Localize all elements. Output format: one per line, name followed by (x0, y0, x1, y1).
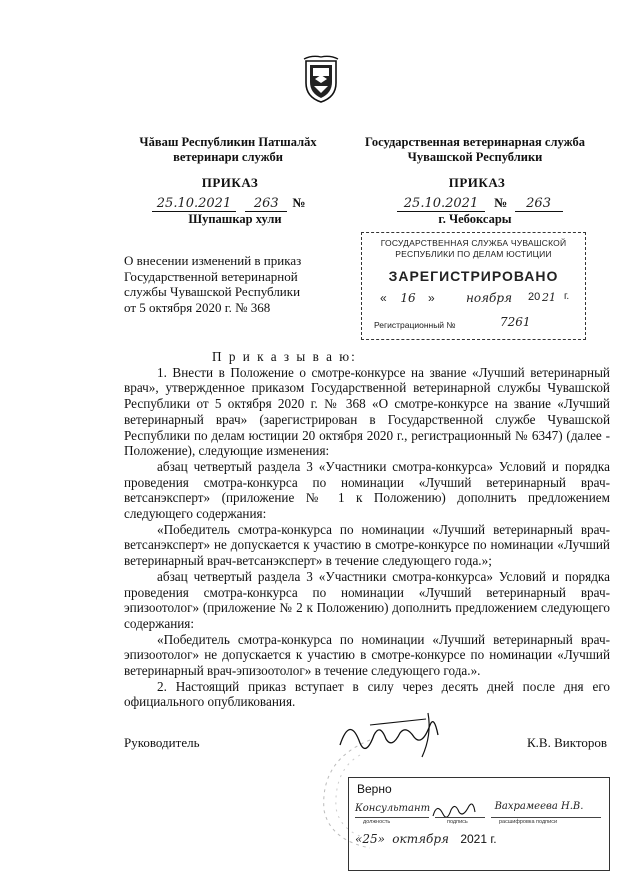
right-org-line1: Государственная ветеринарная служба (365, 135, 585, 149)
left-date: 25.10.2021 (152, 196, 236, 212)
subject-line1: О внесении изменений в приказ (124, 253, 302, 268)
document-subject (124, 253, 334, 315)
subject-line2: Государственной ветеринарной (124, 268, 298, 284)
right-doc-type: ПРИКАЗ (448, 175, 506, 190)
signature-icon (330, 705, 450, 765)
paragraph-1: 1. Внести в Положение о смотре-конкурсе на звание «Лучший ветеринарный врач», утвержденное приказом Государственной ветеринарной службы Чувашской Республики от 5 октября 2020 г. № 368 «О смотре-конкурсе на звание «Лучший ветеринарный врач» (зарегистрирован в Государственной службе Чувашской Республики по делам юстиции 20 октября 2020 г., регистрационный № 6347) (далее - Положение), следующие изменения: (124, 364, 610, 459)
right-number: 263 (515, 196, 563, 212)
stamp-month: ноября (465, 291, 513, 305)
signer-role: Руководитель (124, 735, 200, 750)
caption-position: должность (363, 819, 391, 825)
signature-underline (435, 817, 485, 818)
right-place: г. Чебоксары (438, 212, 512, 226)
subject-line4: от 5 октября 2020 г. № 368 (124, 299, 271, 315)
left-date-row (152, 195, 322, 211)
left-org-line2: ветеринари служби (173, 150, 283, 164)
left-org-line1: Чăваш Республикин Патшалăх (139, 135, 317, 149)
certification-box (348, 777, 610, 871)
paragraph-3: «Победитель смотра-конкурса по номинации «Лучший ветеринарный врач-ветсанэксперт» не допускается к участию в смотре-конкурсе по номинации «Лучший ветеринарный врач-ветсанэксперт» в течение следующего года.»; (124, 521, 610, 569)
certification-title: Верно (357, 782, 392, 796)
certification-date (355, 832, 595, 846)
stamp-org-line2: РЕСПУБЛИКИ ПО ДЕЛАМ ЮСТИЦИИ (395, 249, 552, 259)
right-number-sign: № (494, 195, 508, 210)
left-org-header (128, 135, 328, 165)
chuvash-emblem-icon (302, 55, 340, 103)
left-number: 263 (245, 196, 287, 212)
stamp-org-line1: ГОСУДАРСТВЕННАЯ СЛУЖБА ЧУВАШСКОЙ (380, 238, 567, 248)
left-place: Шупашкар хули (188, 212, 282, 226)
stamp-year-suffix: 21 (542, 291, 556, 304)
certification-date-month: октября (392, 832, 449, 846)
subject-line3: службы Чувашской Республики (124, 284, 301, 299)
paragraph-2: абзац четвертый раздела 3 «Участники смотра-конкурса» Условий и порядка проведения смотра-конкурса по номинации «Лучший ветеринарный врач-ветсанэксперт» (приложение № 1 к Положению) дополнить предложением следующего содержания: (124, 458, 610, 522)
certification-fio: Вахрамеева Н.В. (494, 801, 584, 812)
order-body (124, 349, 610, 710)
caption-signature: подпись (447, 819, 468, 825)
paragraph-5: «Победитель смотра-конкурса по номинации «Лучший ветеринарный врач-эпизоотолог» не допускается к участию в смотре-конкурсе по номинации «Лучший ветеринарный врач-эпизоотолог» в течение следующего года.». (124, 631, 610, 679)
fio-underline (491, 817, 601, 818)
position-underline (355, 817, 429, 818)
stamp-status: ЗАРЕГИСТРИРОВАНО (388, 268, 559, 284)
left-number-sign: № (292, 195, 306, 210)
certification-position: Консультант (355, 803, 431, 814)
signer-name: К.В. Викторов (527, 735, 608, 750)
right-date-row (397, 195, 572, 211)
paragraph-4: абзац четвертый раздела 3 «Участники смотра-конкурса» Условий и порядка проведения смотра-конкурса по номинации «Лучший ветеринарный врач-эпизоотолог» (приложение № 2 к Положению) дополнить предложением следующего содержания: (124, 568, 610, 631)
stamp-day: 16 (400, 291, 416, 305)
stamp-year-letter: г. (564, 291, 570, 302)
stamp-reg-number: 7261 (500, 315, 531, 329)
certification-date-year: 2021 г. (460, 832, 497, 846)
caption-fio: расшифровка подписи (499, 819, 558, 825)
certification-date-day: «25» (355, 832, 385, 846)
stamp-reg-label: Регистрационный № (374, 320, 456, 330)
stamp-year-prefix: 20 (528, 291, 541, 303)
right-org-line2: Чувашской Республики (407, 150, 543, 164)
paragraph-6: 2. Настоящий приказ вступает в силу через десять дней после дня его официального опубликования. (124, 678, 610, 710)
right-org-header (360, 135, 590, 165)
right-date: 25.10.2021 (397, 196, 485, 212)
registration-stamp: ГОСУДАРСТВЕННАЯ СЛУЖБА ЧУВАШСКОЙ РЕСПУБЛИКИ ПО ДЕЛАМ ЮСТИЦИИ ЗАРЕГИСТРИРОВАНО « 16 » ноября 20 21 г. Регистрационный № 7261 (361, 232, 586, 340)
left-doc-type: ПРИКАЗ (201, 175, 259, 190)
stamp-org (362, 238, 585, 260)
order-intro: П р и к а з ы в а ю: (212, 349, 357, 364)
